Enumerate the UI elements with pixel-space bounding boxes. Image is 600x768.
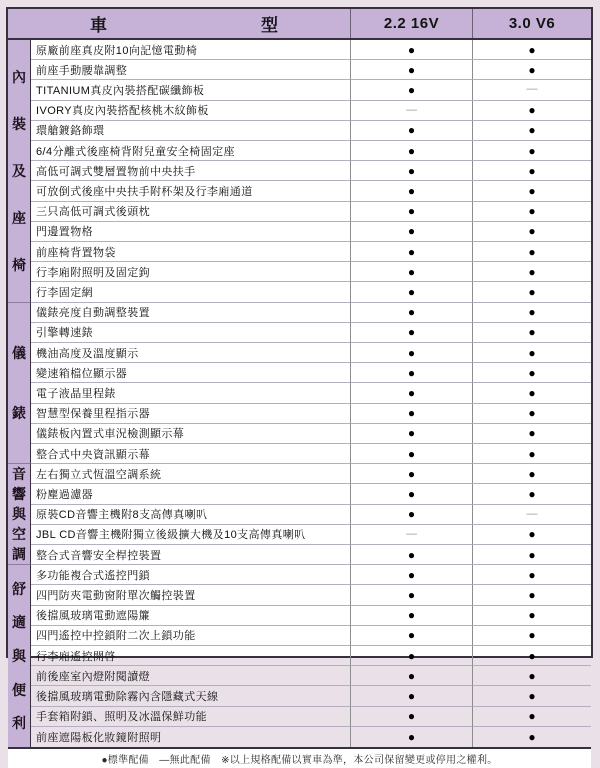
standard-equipment-dot: ●	[472, 545, 591, 565]
feature-cell: 後擋風玻璃電動遮陽簾	[31, 606, 350, 626]
standard-equipment-dot: ●	[472, 60, 591, 80]
feature-cell: 引擎轉速錶	[31, 323, 350, 343]
category-char: 利	[12, 715, 26, 732]
feature-cell: 四門遙控中控鎖附二次上鎖功能	[31, 626, 350, 646]
category-char: 音	[12, 466, 26, 483]
legend: ●標準配備 —無此配備 ※以上規格配備以實車為準，本公司保留變更或停用之權利。	[8, 747, 591, 768]
standard-equipment-dot: ●	[472, 303, 591, 323]
category-char: 舒	[12, 580, 26, 597]
standard-equipment-dot: ●	[350, 323, 472, 343]
model-header-char-left: 車	[90, 16, 107, 35]
category-label-1	[8, 303, 31, 465]
standard-equipment-dot: ●	[350, 262, 472, 282]
feature-cell: 整合式音響安全桿控裝置	[31, 545, 350, 565]
feature-cell: 行李固定網	[31, 282, 350, 302]
standard-equipment-dot: ●	[350, 707, 472, 727]
feature-cell: IVORY真皮內裝搭配核桃木紋飾板	[31, 101, 350, 121]
standard-equipment-dot: ●	[350, 40, 472, 60]
standard-equipment-dot: ●	[350, 484, 472, 504]
category-char: 內	[12, 68, 26, 85]
category-char: 響	[12, 486, 26, 503]
standard-equipment-dot: ●	[350, 646, 472, 666]
not-equipped-dash: —	[350, 101, 472, 121]
not-equipped-dash: —	[350, 525, 472, 545]
feature-cell: 行李廂附照明及固定鉤	[31, 262, 350, 282]
category-char: 與	[12, 506, 26, 523]
feature-cell: 前後座室內燈附閱讀燈	[31, 666, 350, 686]
standard-equipment-dot: ●	[472, 222, 591, 242]
feature-cell: 四門防夾電動窗附單次觸控裝置	[31, 585, 350, 605]
feature-cell: 前座手動腰靠調整	[31, 60, 350, 80]
standard-equipment-dot: ●	[350, 121, 472, 141]
standard-equipment-dot: ●	[350, 727, 472, 747]
standard-equipment-dot: ●	[472, 484, 591, 504]
standard-equipment-dot: ●	[350, 222, 472, 242]
standard-equipment-dot: ●	[472, 141, 591, 161]
feature-cell: 高低可調式雙層置物前中央扶手	[31, 161, 350, 181]
standard-equipment-dot: ●	[350, 141, 472, 161]
standard-equipment-dot: ●	[472, 40, 591, 60]
standard-equipment-dot: ●	[350, 444, 472, 464]
feature-cell: 三只高低可調式後頭枕	[31, 202, 350, 222]
standard-equipment-dot: ●	[350, 181, 472, 201]
standard-equipment-dot: ●	[472, 646, 591, 666]
standard-equipment-dot: ●	[472, 282, 591, 302]
standard-equipment-dot: ●	[350, 282, 472, 302]
standard-equipment-dot: ●	[350, 545, 472, 565]
standard-equipment-dot: ●	[350, 404, 472, 424]
category-char: 適	[12, 614, 26, 631]
standard-equipment-dot: ●	[350, 343, 472, 363]
not-equipped-dash: —	[472, 505, 591, 525]
feature-cell: 儀錶板內置式車況檢測顯示幕	[31, 424, 350, 444]
category-char: 調	[12, 546, 26, 563]
standard-equipment-dot: ●	[350, 80, 472, 100]
feature-cell: 機油高度及溫度顯示	[31, 343, 350, 363]
column-header-2-2-16v: 2.2 16V	[350, 9, 472, 38]
feature-cell: 行李廂遙控開啓	[31, 646, 350, 666]
standard-equipment-dot: ●	[472, 202, 591, 222]
column-header-3-0-v6: 3.0 V6	[472, 9, 591, 38]
category-char: 儀	[12, 344, 26, 361]
feature-cell: 左右獨立式恆溫空調系統	[31, 464, 350, 484]
standard-equipment-dot: ●	[472, 101, 591, 121]
standard-equipment-dot: ●	[472, 343, 591, 363]
feature-cell: 智慧型保養里程指示器	[31, 404, 350, 424]
standard-equipment-dot: ●	[472, 161, 591, 181]
standard-equipment-dot: ●	[472, 121, 591, 141]
feature-cell: 後擋風玻璃電動除霧內含隱藏式天線	[31, 686, 350, 706]
feature-cell: 可放倒式後座中央扶手附杯架及行李廂通道	[31, 181, 350, 201]
category-char: 椅	[12, 256, 26, 273]
category-label-2	[8, 464, 31, 565]
feature-cell: 6/4分離式後座椅背附兒童安全椅固定座	[31, 141, 350, 161]
standard-equipment-dot: ●	[472, 626, 591, 646]
standard-equipment-dot: ●	[350, 686, 472, 706]
standard-equipment-dot: ●	[472, 525, 591, 545]
standard-equipment-dot: ●	[350, 505, 472, 525]
standard-equipment-dot: ●	[350, 565, 472, 585]
standard-equipment-dot: ●	[472, 464, 591, 484]
standard-equipment-dot: ●	[472, 323, 591, 343]
standard-equipment-dot: ●	[350, 60, 472, 80]
feature-cell: 變速箱檔位顯示器	[31, 363, 350, 383]
standard-equipment-dot: ●	[350, 383, 472, 403]
category-char: 與	[12, 648, 26, 665]
feature-cell: 原廠前座真皮附10向記憶電動椅	[31, 40, 350, 60]
standard-equipment-dot: ●	[472, 585, 591, 605]
standard-equipment-dot: ●	[472, 242, 591, 262]
standard-equipment-dot: ●	[350, 303, 472, 323]
standard-equipment-dot: ●	[350, 161, 472, 181]
category-char: 錶	[12, 404, 26, 421]
feature-cell: 電子液晶里程錶	[31, 383, 350, 403]
feature-cell: 儀錶亮度自動調整裝置	[31, 303, 350, 323]
spec-table	[6, 7, 593, 766]
standard-equipment-dot: ●	[472, 404, 591, 424]
standard-equipment-dot: ●	[472, 666, 591, 686]
standard-equipment-dot: ●	[472, 707, 591, 727]
model-header	[8, 9, 350, 38]
standard-equipment-dot: ●	[350, 666, 472, 686]
feature-cell: TITANIUM真皮內裝搭配碳纖飾板	[31, 80, 350, 100]
feature-cell: 粉塵過濾器	[31, 484, 350, 504]
standard-equipment-dot: ●	[350, 464, 472, 484]
standard-equipment-dot: ●	[472, 262, 591, 282]
standard-equipment-dot: ●	[350, 242, 472, 262]
standard-equipment-dot: ●	[472, 181, 591, 201]
standard-equipment-dot: ●	[350, 585, 472, 605]
feature-cell: 前座遮陽板化妝鏡附照明	[36, 731, 162, 744]
feature-cell: 整合式中央資訊顯示幕	[31, 444, 350, 464]
standard-equipment-dot: ●	[350, 626, 472, 646]
feature-cell: 多功能複合式遙控門鎖	[31, 565, 350, 585]
standard-equipment-dot: ●	[350, 606, 472, 626]
not-equipped-dash: —	[472, 80, 591, 100]
standard-equipment-dot: ●	[350, 202, 472, 222]
standard-equipment-dot: ●	[350, 363, 472, 383]
standard-equipment-dot: ●	[472, 727, 591, 747]
category-char: 空	[12, 526, 26, 543]
standard-equipment-dot: ●	[350, 424, 472, 444]
standard-equipment-dot: ●	[472, 686, 591, 706]
standard-equipment-dot: ●	[472, 606, 591, 626]
feature-cell: JBL CD音響主機附獨立後級擴大機及10支高傳真喇叭	[31, 525, 350, 545]
category-char: 及	[12, 162, 26, 179]
feature-cell: 前座椅背置物袋	[31, 242, 350, 262]
category-label-3	[8, 565, 31, 747]
category-char: 座	[12, 209, 26, 226]
feature-cell: 原裝CD音響主機附8支高傳真喇叭	[31, 505, 350, 525]
standard-equipment-dot: ●	[472, 565, 591, 585]
category-label-0	[8, 40, 31, 303]
feature-cell: 手套箱附鎖、照明及冰溫保鮮功能	[31, 707, 350, 727]
table-body	[8, 40, 591, 747]
standard-equipment-dot: ●	[472, 383, 591, 403]
feature-cell: 環艙鍍鉻飾環	[31, 121, 350, 141]
standard-equipment-dot: ●	[472, 444, 591, 464]
feature-cell: 門邊置物格	[31, 222, 350, 242]
model-header-char-right: 型	[261, 16, 278, 35]
category-char: 裝	[12, 115, 26, 132]
category-char: 便	[12, 681, 26, 698]
standard-equipment-dot: ●	[472, 363, 591, 383]
standard-equipment-dot: ●	[472, 424, 591, 444]
table-header-row	[8, 9, 591, 40]
